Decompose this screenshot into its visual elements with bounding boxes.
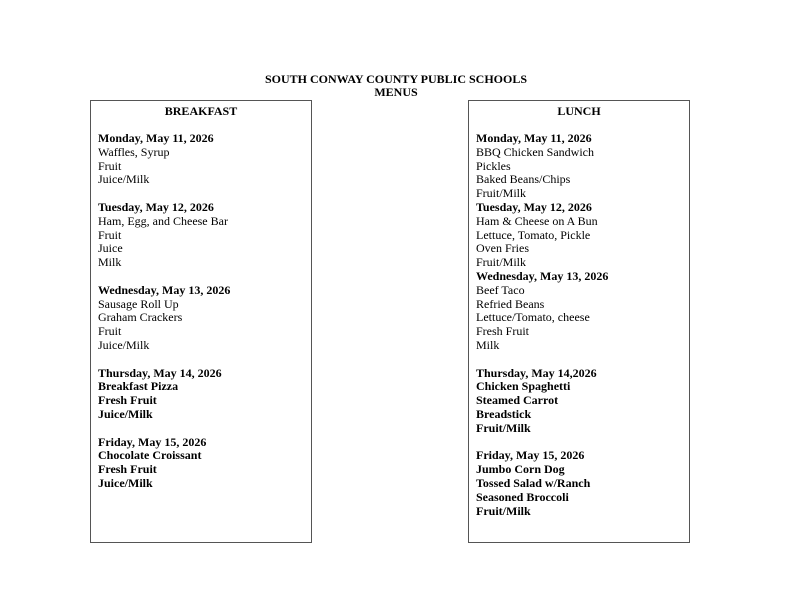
menu-item: Fruit/Milk bbox=[476, 503, 531, 518]
menu-item: Seasoned Broccoli bbox=[476, 489, 569, 504]
day-title: Thursday, May 14, 2026 bbox=[98, 365, 222, 380]
lunch-day-wednesday bbox=[476, 270, 682, 353]
day-title: Friday, May 15, 2026 bbox=[98, 434, 207, 449]
document-title-menus: MENUS bbox=[374, 85, 418, 99]
menu-item: Chicken Spaghetti bbox=[476, 379, 571, 394]
breakfast-menu-box bbox=[90, 100, 312, 543]
menu-item: Beef Taco bbox=[476, 282, 525, 297]
menu-item: Waffles, Syrup bbox=[98, 144, 170, 159]
menu-item: Fruit bbox=[98, 324, 122, 339]
menu-item: Lettuce/Tomato, cheese bbox=[476, 310, 590, 325]
menu-item: Sausage Roll Up bbox=[98, 296, 179, 311]
menu-item: Fruit bbox=[98, 227, 122, 242]
breakfast-day-monday bbox=[98, 132, 304, 187]
lunch-day-friday bbox=[476, 449, 682, 518]
menu-item: BBQ Chicken Sandwich bbox=[476, 144, 594, 159]
menu-item: Pickles bbox=[476, 158, 511, 173]
document-title bbox=[0, 73, 792, 99]
menu-item: Tossed Salad w/Ranch bbox=[476, 475, 591, 490]
menu-item: Fresh Fruit bbox=[98, 462, 157, 477]
menu-item: Fruit/Milk bbox=[476, 186, 527, 201]
day-title: Wednesday, May 13, 2026 bbox=[98, 282, 231, 297]
lunch-day-thursday bbox=[476, 367, 682, 436]
breakfast-day-wednesday bbox=[98, 284, 304, 353]
menu-item: Juice/Milk bbox=[98, 475, 153, 490]
day-title: Monday, May 11, 2026 bbox=[98, 131, 214, 145]
menu-item: Juice/Milk bbox=[98, 172, 150, 187]
menu-item: Steamed Carrot bbox=[476, 393, 559, 408]
lunch-menu-box bbox=[468, 100, 690, 543]
menu-item: Baked Beans/Chips bbox=[476, 172, 571, 187]
day-title: Monday, May 11, 2026 bbox=[476, 131, 592, 145]
day-title: Tuesday, May 12, 2026 bbox=[476, 199, 592, 214]
breakfast-heading: BREAKFAST bbox=[164, 104, 238, 118]
breakfast-day-friday bbox=[98, 436, 304, 491]
menu-item: Juice/Milk bbox=[98, 337, 150, 352]
menu-item: Graham Crackers bbox=[98, 310, 183, 325]
day-title: Thursday, May 14,2026 bbox=[476, 365, 597, 380]
document-title-school: SOUTH CONWAY COUNTY PUBLIC SCHOOLS bbox=[264, 72, 528, 86]
day-title: Friday, May 15, 2026 bbox=[476, 448, 585, 463]
lunch-day-monday bbox=[476, 132, 682, 201]
menu-item: Breadstick bbox=[476, 406, 532, 421]
menu-item: Oven Fries bbox=[476, 241, 529, 256]
menu-item: Chocolate Croissant bbox=[98, 448, 202, 463]
menu-item: Ham, Egg, and Cheese Bar bbox=[98, 213, 228, 228]
menu-item: Jumbo Corn Dog bbox=[476, 462, 565, 477]
menu-item: Juice bbox=[98, 241, 123, 256]
menu-item: Breakfast Pizza bbox=[98, 379, 179, 394]
menu-item: Lettuce, Tomato, Pickle bbox=[476, 227, 591, 242]
breakfast-day-tuesday bbox=[98, 201, 304, 270]
menu-item: Refried Beans bbox=[476, 296, 545, 311]
menu-item: Fresh Fruit bbox=[476, 324, 530, 339]
menu-item: Milk bbox=[476, 337, 500, 352]
menu-item: Milk bbox=[98, 255, 122, 270]
day-title: Wednesday, May 13, 2026 bbox=[476, 268, 609, 283]
lunch-day-tuesday bbox=[476, 201, 682, 270]
menu-item: Juice/Milk bbox=[98, 406, 153, 421]
menu-item: Fruit bbox=[98, 158, 122, 173]
menu-item: Ham & Cheese on A Bun bbox=[476, 213, 598, 228]
breakfast-day-thursday bbox=[98, 367, 304, 422]
lunch-heading: LUNCH bbox=[557, 104, 601, 118]
menu-item: Fruit/Milk bbox=[476, 420, 531, 435]
menu-item: Fruit/Milk bbox=[476, 255, 527, 270]
menu-item: Fresh Fruit bbox=[98, 393, 157, 408]
day-title: Tuesday, May 12, 2026 bbox=[98, 199, 214, 214]
